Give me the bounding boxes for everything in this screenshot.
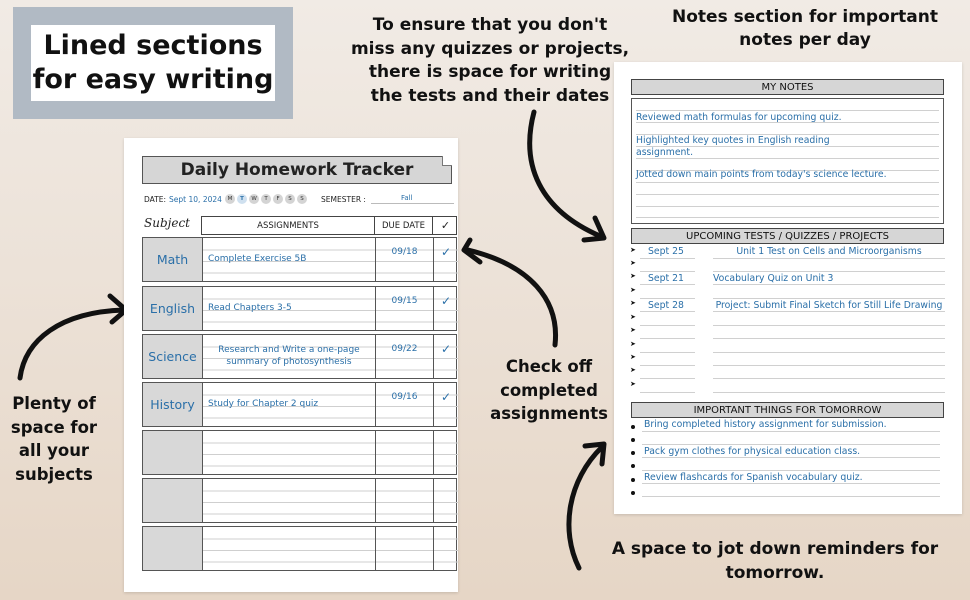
caption-line: Plenty of [12,394,96,413]
arrow-bullet-icon: ➤ [630,366,636,374]
column-header-due-date: DUE DATE [375,217,433,234]
subject-cell[interactable] [143,479,203,522]
lined-sections-callout [13,7,293,119]
subject-cell[interactable]: Science [143,335,203,378]
caption-line: space for [10,417,98,437]
subject-cell[interactable] [143,527,203,570]
caption-line: tomorrow. [725,563,825,583]
assignment-cell[interactable]: Read Chapters 3-5 [203,287,376,330]
my-notes-header: MY NOTES [631,79,944,95]
day-monday[interactable]: M [225,194,235,204]
semester-label: SEMESTER : [321,194,366,204]
ruled-line [642,444,940,445]
subject-cell[interactable]: History [143,383,203,426]
test-description[interactable]: Unit 1 Test on Cells and Microorganisms [736,246,922,257]
bullet-icon [631,491,635,495]
due-date-cell[interactable]: 09/16 [376,383,434,426]
due-date-cell[interactable] [376,527,434,570]
ruled-line [642,496,940,497]
arrow-bullet-icon: ➤ [630,326,636,334]
checkbox-cell[interactable]: ✓ [434,383,458,426]
homework-tracker-page [124,138,458,592]
list-item [614,380,954,393]
table-row [142,478,457,523]
checkbox-cell[interactable]: ✓ [434,238,458,281]
arrow-bullet-icon: ➤ [630,340,636,348]
arrow-bullet-icon: ➤ [630,353,636,361]
callout-line: for easy writing [32,64,274,95]
assignment-cell[interactable] [203,527,376,570]
table-row [142,382,457,427]
caption-line: the tests and their dates [370,85,610,106]
test-description[interactable]: Project: Submit Final Sketch for Still Life Drawing [715,300,943,311]
reminder-item[interactable]: Review flashcards for Spanish vocabulary quiz. [644,472,863,483]
subject-cell[interactable]: Math [143,238,203,281]
column-header-check: ✓ [440,219,451,232]
checkbox-cell[interactable]: ✓ [434,335,458,378]
day-thursday[interactable]: T [261,194,271,204]
assignment-cell[interactable]: Research and Write a one-page summary of photosynthesis [203,335,376,378]
day-saturday[interactable]: S [285,194,295,204]
upcoming-tests-header: UPCOMING TESTS / QUIZZES / PROJECTS [631,228,944,244]
day-sunday[interactable]: S [297,194,307,204]
bullet-icon [631,425,635,429]
arrow-bullet-icon: ➤ [630,246,636,254]
page-title: Daily Homework Tracker [180,160,414,180]
page-fold-icon [442,156,452,166]
caption-line: miss any quizzes or projects, [350,38,630,59]
bullet-icon [631,451,635,455]
caption-line: notes per day [739,30,871,50]
notes-caption [655,6,955,52]
table-header [201,216,457,235]
note-item[interactable]: Jotted down main points from today's science lecture. [636,169,887,180]
checkbox-cell[interactable]: ✓ [434,287,458,330]
due-date-cell[interactable] [376,479,434,522]
list-item [614,366,954,379]
ruled-line [636,217,939,218]
list-item [614,326,954,339]
caption-line: To ensure that you don't [372,15,608,35]
test-date[interactable]: Sept 25 [648,246,684,257]
table-row [142,334,457,379]
date-row [144,192,454,206]
ruled-line [636,206,939,207]
caption-line: subjects [15,464,93,484]
ruled-line [636,110,939,111]
arrow-bullet-icon: ➤ [630,299,636,307]
due-date-cell[interactable]: 09/15 [376,287,434,330]
arrow-bullet-icon: ➤ [630,272,636,280]
tomorrow-header: IMPORTANT THINGS FOR TOMORROW [631,402,944,418]
due-date-cell[interactable] [376,431,434,474]
caption-line: completed [500,380,598,400]
ruled-line [642,470,940,471]
note-item[interactable]: Highlighted key quotes in English reading assignment. [636,135,830,158]
table-row [142,430,457,475]
ruled-line [642,483,940,484]
notes-page [614,62,962,514]
assignment-cell[interactable]: Complete Exercise 5B [203,238,376,281]
subject-header: Subject [144,216,190,230]
caption-line: Check off [505,357,593,376]
test-description[interactable]: Vocabulary Quiz on Unit 3 [713,273,834,284]
ruled-line [636,182,939,183]
bullet-icon [631,478,635,482]
assignment-cell[interactable]: Study for Chapter 2 quiz [203,383,376,426]
reminder-item[interactable]: Bring completed history assignment for submission. [644,419,887,430]
subject-cell[interactable] [143,431,203,474]
checkbox-cell[interactable] [434,431,458,474]
check-caption [486,355,612,426]
checkbox-cell[interactable] [434,527,458,570]
column-header-assignments: ASSIGNMENTS [202,217,375,234]
due-date-cell[interactable]: 09/22 [376,335,434,378]
day-friday[interactable]: F [273,194,283,204]
due-date-cell[interactable]: 09/18 [376,238,434,281]
callout-line: Lined sections [43,30,263,61]
arrow-bullet-icon: ➤ [630,380,636,388]
list-item [614,353,954,366]
ruled-line [642,431,940,432]
list-item [614,340,954,353]
my-notes-box [631,98,944,224]
date-label: DATE: [144,194,167,204]
tracker-title-banner [142,156,452,184]
caption-line: A space to jot down reminders for [611,539,939,559]
ruled-line [636,194,939,195]
semester-value[interactable]: Fall [371,194,454,204]
arrow-bullet-icon: ➤ [630,313,636,321]
caption-line: Notes section for important [672,7,938,27]
table-row [142,526,457,571]
arrow-bullet-icon: ➤ [630,259,636,267]
ruled-line [642,457,940,458]
test-date[interactable]: Sept 28 [648,300,684,311]
checkbox-cell[interactable] [434,479,458,522]
reminder-item[interactable]: Pack gym clothes for physical education class. [644,446,861,457]
table-row [142,286,457,331]
subjects-caption [0,392,108,486]
reminders-caption [605,537,945,585]
table-row [142,237,457,282]
arrow-bullet-icon: ➤ [630,286,636,294]
assignment-cell[interactable] [203,479,376,522]
caption-line: assignments [490,404,608,423]
note-item[interactable]: Reviewed math formulas for upcoming quiz. [636,112,842,123]
test-date[interactable]: Sept 21 [648,273,684,284]
caption-line: all your [18,441,90,460]
list-item [614,313,954,326]
day-tuesday-marked[interactable]: T [237,194,247,204]
subject-cell[interactable]: English [143,287,203,330]
bullet-icon [631,464,635,468]
date-value[interactable]: Sept 10, 2024 [169,194,222,204]
assignment-cell[interactable] [203,431,376,474]
caption-line: there is space for writing [368,62,612,82]
bullet-icon [631,438,635,442]
day-wednesday[interactable]: W [249,194,259,204]
tests-caption [345,14,635,108]
